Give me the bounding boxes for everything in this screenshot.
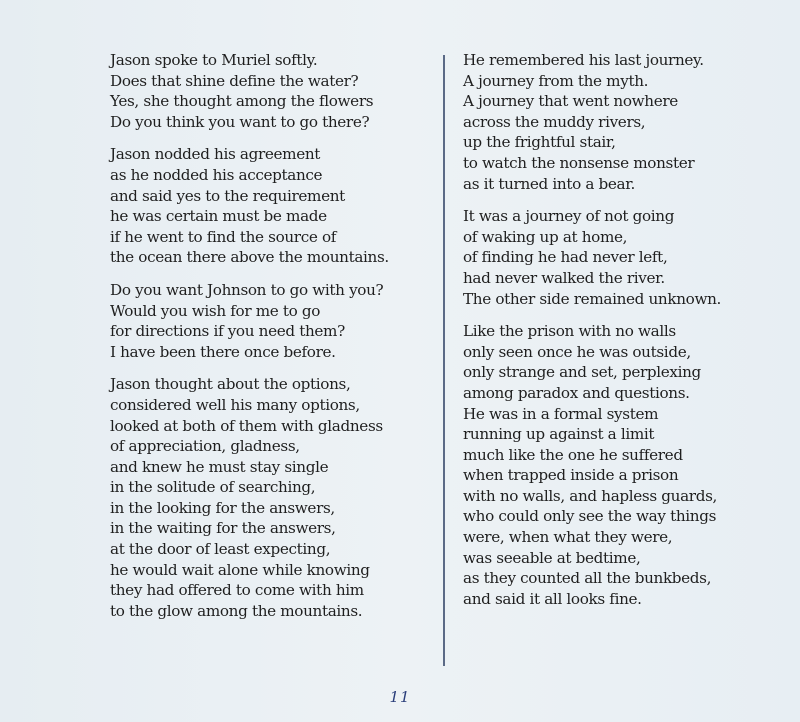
stanza [463, 50, 783, 194]
poem-line: I have been there once before. [110, 342, 336, 361]
poem-line: among paradox and questions. [463, 383, 690, 402]
poem-line: up the frightful stair, [463, 133, 616, 152]
poem-line: for directions if you need them? [110, 322, 345, 341]
poem-line: of appreciation, gladness, [110, 437, 300, 456]
poem-line: had never walked the river. [463, 268, 665, 287]
poem-line: Jason nodded his agreement [110, 145, 321, 164]
column-divider [443, 55, 445, 666]
poem-line: Jason thought about the options, [110, 375, 351, 394]
left-column [110, 50, 430, 633]
poem-line: running up against a limit [463, 425, 655, 444]
stanza [110, 374, 430, 621]
stanza [110, 144, 430, 268]
poem-line: only strange and set, perplexing [463, 363, 701, 382]
poem-line: to watch the nonsense monster [463, 153, 695, 172]
poem-line: were, when what they were, [463, 528, 673, 547]
poem-line: Yes, she thought among the flowers [110, 92, 374, 111]
stanza [110, 50, 430, 132]
poem-line: A journey that went nowhere [463, 92, 678, 111]
poem-line: Do you want Johnson to go with you? [110, 280, 384, 299]
poem-line: at the door of least expecting, [110, 540, 331, 559]
poem-line: A journey from the myth. [463, 71, 649, 90]
poem-line: in the looking for the answers, [110, 498, 335, 517]
poem-line: with no walls, and hapless guards, [463, 486, 718, 505]
stanza [463, 321, 783, 609]
poem-line: Like the prison with no walls [463, 322, 676, 341]
poem-line: The other side remained unknown. [463, 289, 722, 308]
poem-line: much like the one he suffered [463, 445, 683, 464]
poem-line: as it turned into a bear. [463, 174, 635, 193]
poem-line: as they counted all the bunkbeds, [463, 569, 712, 588]
poem-line: Does that shine define the water? [110, 71, 359, 90]
poem-line: to the glow among the mountains. [110, 601, 363, 620]
poem-line: of waking up at home, [463, 227, 628, 246]
poem-line: and said yes to the requirement [110, 186, 345, 205]
poem-line: He remembered his last journey. [463, 51, 704, 69]
poem-line: they had offered to come with him [110, 581, 364, 600]
poem-line: if he went to find the source of [110, 227, 337, 246]
poem-line: who could only see the way things [463, 507, 717, 526]
poem-line: looked at both of them with gladness [110, 416, 383, 435]
poem-line: and knew he must stay single [110, 457, 329, 476]
right-column [463, 50, 783, 621]
poem-line: It was a journey of not going [463, 207, 675, 226]
poem-line: he was certain must be made [110, 207, 327, 226]
poem-line: across the muddy rivers, [463, 112, 646, 131]
poem-line: Would you wish for me to go [110, 301, 321, 320]
poem-line: as he nodded his acceptance [110, 165, 323, 184]
page-number: 11 [389, 688, 411, 706]
poem-line: and said it all looks fine. [463, 589, 642, 608]
poem-line: was seeable at bedtime, [463, 548, 641, 567]
poem-line: only seen once he was outside, [463, 342, 691, 361]
poem-line: Do you think you want to go there? [110, 112, 370, 131]
poem-line: he would wait alone while knowing [110, 560, 370, 579]
stanza [463, 206, 783, 309]
poem-line: when trapped inside a prison [463, 466, 679, 485]
poem-line: Jason spoke to Muriel softly. [110, 51, 318, 69]
poem-line: in the waiting for the answers, [110, 519, 336, 538]
stanza [110, 280, 430, 362]
poem-line: He was in a formal system [463, 404, 659, 423]
poem-line: considered well his many options, [110, 395, 360, 414]
poem-line: in the solitude of searching, [110, 478, 316, 497]
poem-line: the ocean there above the mountains. [110, 248, 389, 267]
poem-line: of finding he had never left, [463, 248, 668, 267]
